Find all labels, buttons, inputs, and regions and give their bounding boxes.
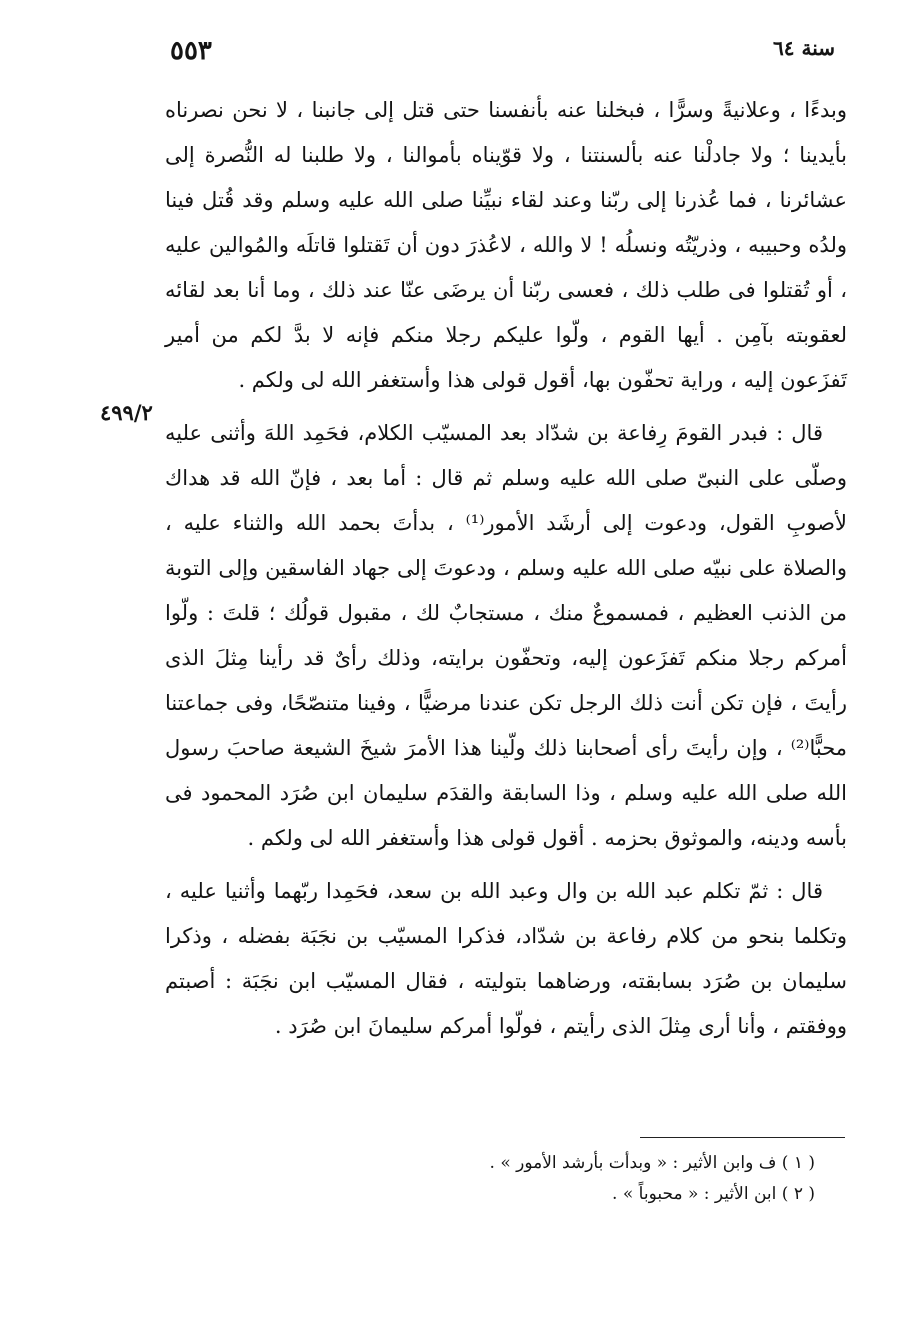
footnote-rule	[640, 1137, 845, 1138]
footnote-1: ( ١ ) ف وابن الأثير : « وبدأت بأرشد الأمور » .	[489, 1153, 815, 1173]
running-head: سنة ٦٤	[773, 36, 835, 60]
paragraph-1: وبدءًا ، وعلانيةً وسرًّا ، فبخلنا عنه بأنفسنا حتى قتل إلى جانبنا ، لا نحن نصرناه بأيدينا ؛ ولا جادلْنا عنه بألسنتنا ، ولا قوّيناه بأموالنا ، ولا طلبنا له النُّصرة إلى عشائرنا ، فما عُذرنا إلى ربّنا وعند لقاء نبيِّنا صلى الله عليه وسلم وقد قُتل فينا ولدُه وحبيبه ، وذريّتُه ونسلُه ! لا والله ، لاعُذرَ دون أن تَقتلوا قاتلَه والمُوالين عليه ، أو تُقتلوا فى طلب ذلك ، فعسى ربّنا أن يرضَى عنّا عند ذلك ، وما أنا بعد لقائه لعقوبته بآمِن . أيها القوم ، ولّوا عليكم رجلا منكم فإنه لا بدَّ لكم من أمير تَفزَعون إليه ، وراية تحفّون بها، أقول قولى هذا وأستغفر الله لى ولكم .	[165, 98, 847, 392]
paragraph-2: قال : فبدر القومَ رِفاعة بن شدّاد بعد المسيّب الكلام، فحَمِد اللهَ وأثنى عليه وصلّى على النبىّ صلى الله عليه وسلم ثم قال : أما بعد ، فإنّ الله قد هداك لأصوبِ القول، ودعوت إلى أرشَد الأمور⁽¹⁾ ، بدأتَ بحمد الله والثناء عليه ، والصلاة على نبيّه صلى الله عليه وسلم ، ودعوتَ إلى جهاد الفاسقين وإلى التوبة من الذنب العظيم ، فمسموعٌ منك ، مستجابٌ لك ، مقبول قولُك ؛ قلتَ : ولّوا أمركم رجلا منكم تَفزَعون إليه، وتحفّون برايته، وذلك رأىٌ قد رأينا مِثلَ الذى رأيتَ ، فإن تكن أنت ذلك الرجل تكن عندنا مرضيًّا ، وفينا متنصّحًا، وفى جماعتنا محبًّا⁽²⁾ ، وإن رأيتَ رأى أصحابنا ذلك ولّينا هذا الأمرَ شيخَ الشيعة صاحبَ رسول الله صلى الله عليه وسلم ، وذا السابقة والقدَم سليمان ابن صُرَد المحمود فى بأسه ودينه، والموثوق بحزمه . أقول قولى هذا وأستغفر الله لى ولكم .	[165, 421, 847, 850]
page-number: ٥٥٣	[170, 36, 212, 66]
paragraph-3: قال : ثمّ تكلم عبد الله بن وال وعبد الله بن سعد، فحَمِدا ربّهما وأثنيا عليه ، وتكلما بنحو من كلام رفاعة بن شدّاد، فذكرا المسيّب بن نجَبَة بفضله ، وذكرا سليمان بن صُرَد بسابقته، ورضاهما بتوليته ، فقال المسيّب ابن نجَبَة : أصبتم ووفقتم ، وأنا أرى مِثلَ الذى رأيتم ، فولّوا أمركم سليمانَ ابن صُرَد .	[165, 879, 847, 1038]
footnote-2: ( ٢ ) ابن الأثير : « محبوباً » .	[612, 1184, 815, 1204]
footnotes	[165, 1148, 815, 1210]
body-text	[165, 88, 847, 1049]
margin-reference: ٤٩٩/٢	[100, 400, 153, 425]
